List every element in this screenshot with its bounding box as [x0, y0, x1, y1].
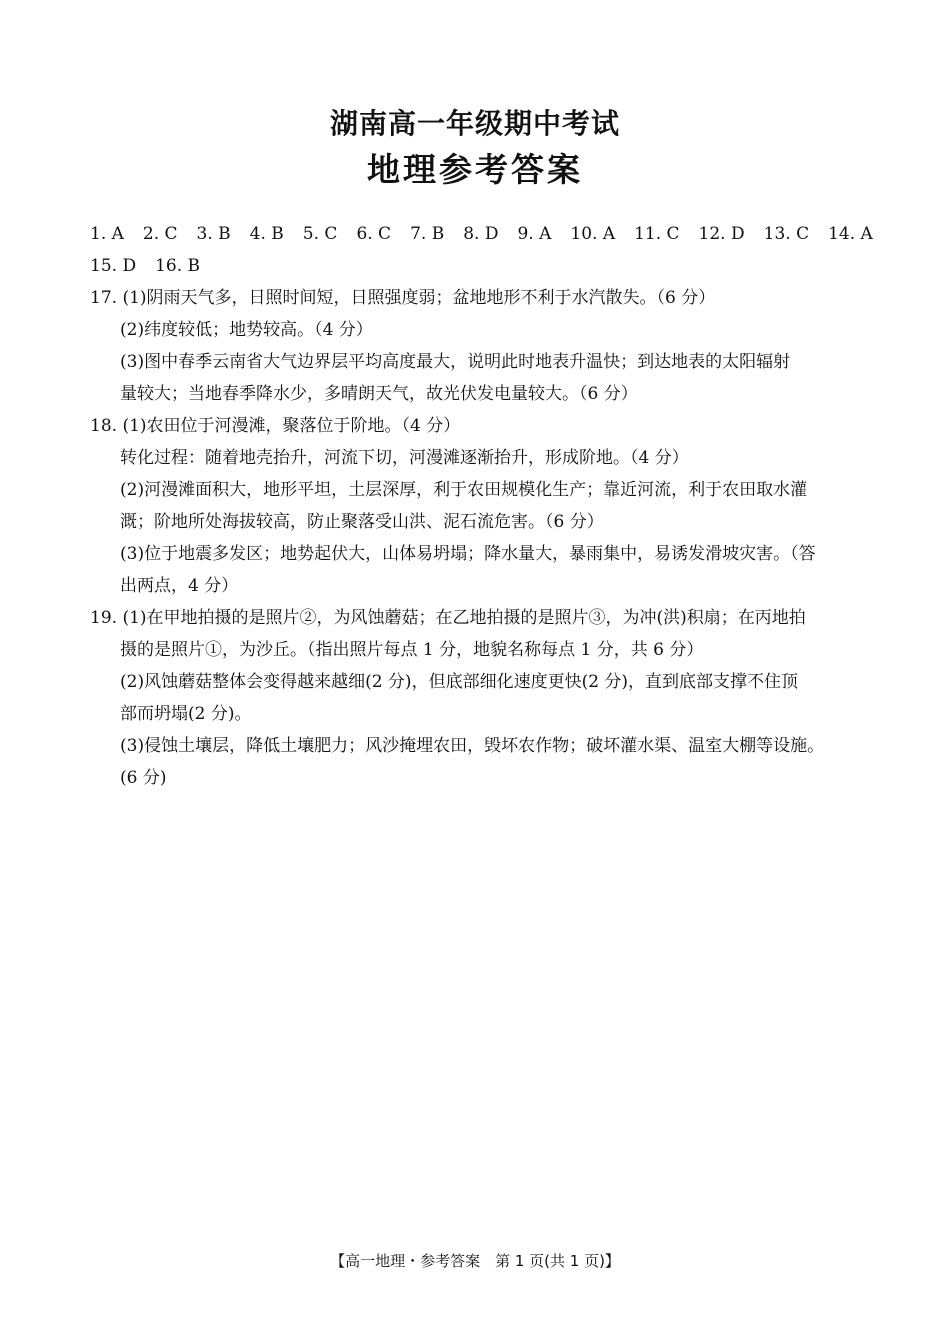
q19-line-6: (6 分): [120, 768, 167, 788]
mc-answer: 7. B: [410, 224, 445, 244]
document-subtitle: 地理参考答案: [367, 150, 583, 189]
mc-answer: 3. B: [196, 224, 231, 244]
mc-answer: 2. C: [142, 224, 178, 244]
mc-answer: 16. B: [155, 256, 201, 276]
mc-answers-line-2: [90, 250, 862, 282]
q19-line-5: (3)侵蚀土壤层，降低土壤肥力；风沙掩埋农田，毁坏农作物；破坏灌水渠、温室大棚等设施。: [120, 736, 825, 756]
q17-line-4: 量较大；当地春季降水少，多晴朗天气，故光伏发电量较大。（6 分）: [120, 384, 638, 404]
q17-line-2: (2)纬度较低；地势较高。（4 分）: [120, 320, 373, 340]
mc-answer: 10. A: [570, 224, 616, 244]
mc-answer: 9. A: [517, 224, 552, 244]
mc-answer: 13. C: [763, 224, 810, 244]
q19-line-4: 部而坍塌(2 分)。: [120, 704, 252, 724]
mc-answer: 14. A: [828, 224, 873, 244]
q18-line-2: 转化过程：随着地壳抬升，河流下切，河漫滩逐渐抬升，形成阶地。（4 分）: [120, 448, 689, 468]
q19-line-1: 19. (1)在甲地拍摄的是照片②，为风蚀蘑菇；在乙地拍摄的是照片③，为冲(洪)积扇；在丙地拍: [90, 608, 806, 628]
answer-content: [90, 218, 873, 794]
q18-line-3: (2)河漫滩面积大，地形平坦，土层深厚，利于农田规模化生产；靠近河流，利于农田取水灌: [120, 480, 808, 500]
q18-line-4: 溉；阶地所处海拔较高，防止聚落受山洪、泥石流危害。（6 分）: [120, 512, 604, 532]
mc-answer: 6. C: [356, 224, 392, 244]
q18-line-1: 18. (1)农田位于河漫滩，聚落位于阶地。（4 分）: [90, 416, 461, 436]
mc-answer: 1. A: [90, 224, 124, 244]
mc-answer: 5. C: [302, 224, 338, 244]
q19-line-3: (2)风蚀蘑菇整体会变得越来越细(2 分)，但底部细化速度更快(2 分)，直到底部支撑不住顶: [120, 672, 799, 692]
mc-answer: 15. D: [90, 256, 137, 276]
q17-line-3: (3)图中春季云南省大气边界层平均高度最大，说明此时地表升温快；到达地表的太阳辐射: [120, 352, 791, 372]
q18-line-5: (3)位于地震多发区；地势起伏大，山体易坍塌；降水量大，暴雨集中，易诱发滑坡灾害。（答: [120, 544, 816, 564]
q17-line-1: 17. (1)阴雨天气多，日照时间短，日照强度弱；盆地地形不利于水汽散失。（6 分）: [90, 288, 716, 308]
mc-answer: 4. B: [249, 224, 284, 244]
page-footer: 【高一地理・参考答案 第 1 页(共 1 页)】: [330, 1252, 620, 1270]
q18-line-6: 出两点，4 分）: [120, 576, 239, 596]
document-title: 湖南高一年级期中考试: [329, 107, 620, 140]
mc-answer: 11. C: [634, 224, 680, 244]
mc-answer: 12. D: [698, 224, 745, 244]
mc-answers-line-1: [90, 218, 873, 250]
mc-answer: 8. D: [463, 224, 499, 244]
q19-line-2: 摄的是照片①，为沙丘。（指出照片每点 1 分，地貌名称每点 1 分，共 6 分）: [120, 640, 704, 660]
